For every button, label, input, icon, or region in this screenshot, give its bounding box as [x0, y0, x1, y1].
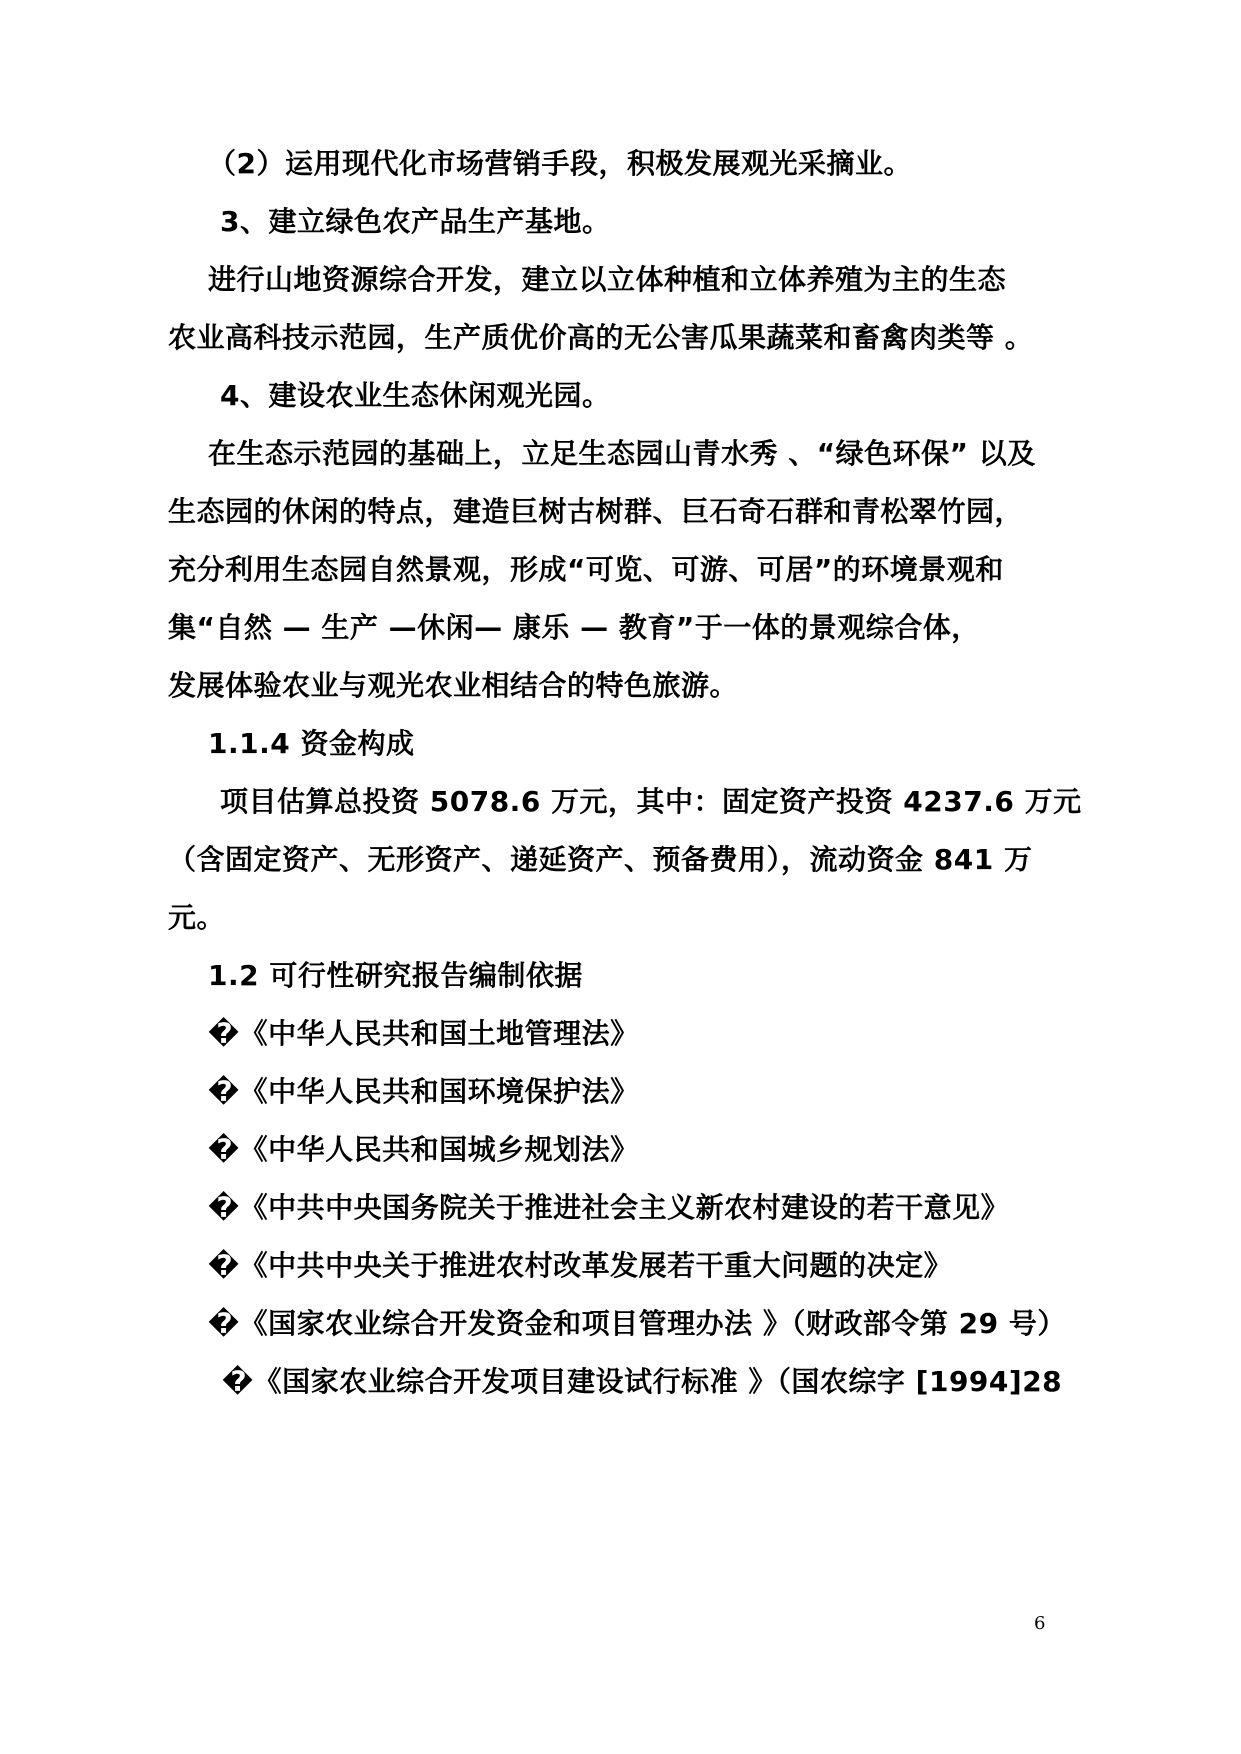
text-line-1: （2）运用现代化市场营销手段，积极发展观光采摘业。	[208, 147, 912, 180]
text-line-6: 在生态示范园的基础上，立足生态园山青水秀 、“绿色环保” 以及	[208, 437, 1036, 470]
list-item: �《国家农业综合开发资金和项目管理办法 》（财政部令第 29 号）	[208, 1307, 1066, 1340]
list-item: �《中共中央国务院关于推进社会主义新农村建设的若干意见》	[208, 1191, 1010, 1224]
section-heading-1-2: 1.2 可行性研究报告编制依据	[208, 959, 583, 992]
text-line-9: 集“自然 — 生产 —休闲— 康乐 — 教育”于一体的景观综合体，	[168, 611, 980, 644]
text-line-13: （含固定资产、无形资产、递延资产、预备费用），流动资金 841 万	[168, 843, 1033, 876]
list-item: �《国家农业综合开发项目建设试行标准 》（国农综字 [1994]28	[222, 1365, 1063, 1398]
section-heading-4: 4、建设农业生态休闲观光园。	[220, 379, 611, 412]
text-line-4: 农业高科技示范园，生产质优价高的无公害瓜果蔬菜和畜禽肉类等 。	[168, 321, 1034, 354]
text-line-3: 进行山地资源综合开发，建立以立体种植和立体养殖为主的生态	[208, 263, 1007, 296]
page-number: 6	[1034, 1613, 1046, 1634]
text-line-7: 生态园的休闲的特点，建造巨树古树群、巨石奇石群和青松翠竹园，	[168, 495, 1024, 528]
text-line-12: 项目估算总投资 5078.6 万元，其中：固定资产投资 4237.6 万元	[220, 785, 1082, 818]
list-item: �《中华人民共和国环境保护法》	[208, 1075, 639, 1108]
text-line-14: 元。	[168, 901, 226, 934]
text-line-8: 充分利用生态园自然景观，形成“可览、可游、可居”的环境景观和	[168, 553, 1004, 586]
section-heading-1-1-4: 1.1.4 资金构成	[208, 727, 415, 760]
list-item: �《中共中央关于推进农村改革发展若干重大问题的决定》	[208, 1249, 953, 1282]
list-item: �《中华人民共和国土地管理法》	[208, 1017, 639, 1050]
text-line-10: 发展体验农业与观光农业相结合的特色旅游。	[168, 669, 739, 702]
list-item: �《中华人民共和国城乡规划法》	[208, 1133, 639, 1166]
section-heading-3: 3、建立绿色农产品生产基地。	[220, 205, 611, 238]
